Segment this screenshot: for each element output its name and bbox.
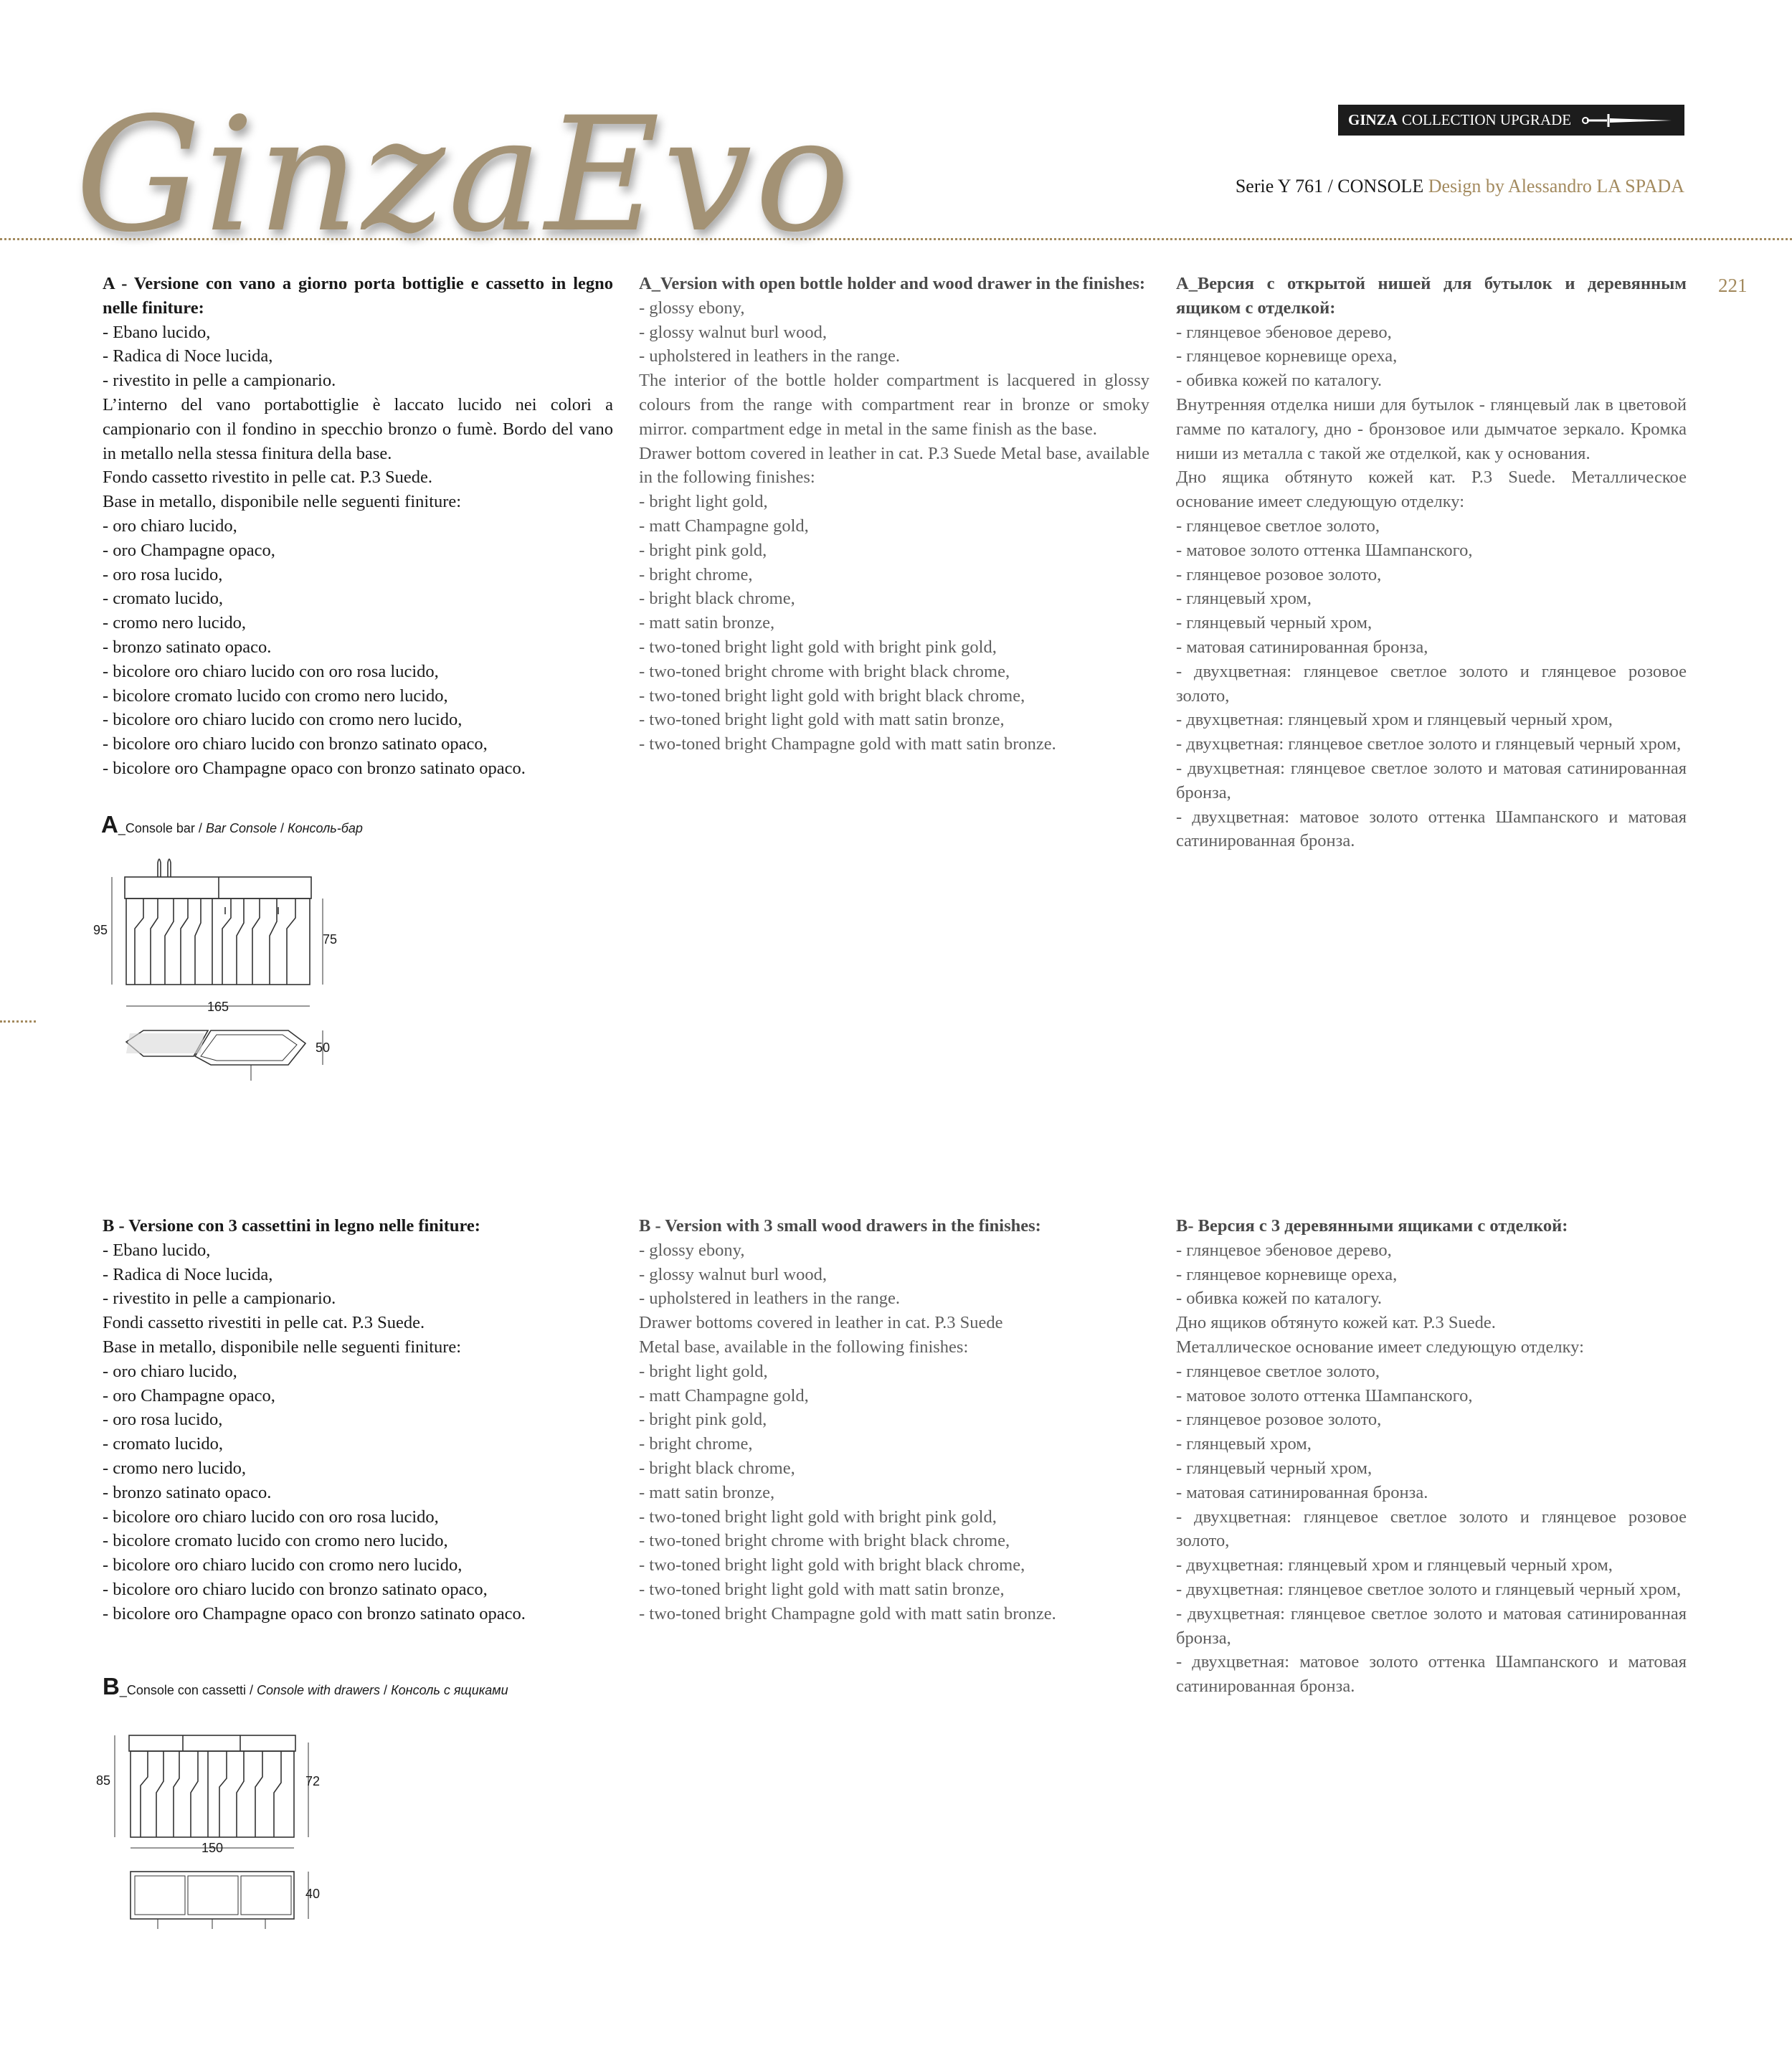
dotted-divider xyxy=(0,238,1792,240)
designer-credit: Design by Alessandro LA SPADA xyxy=(1428,176,1684,196)
text-line: - глянцевое эбеновое дерево, xyxy=(1176,322,1392,342)
text-line: - bicolore oro chiaro lucido con oro rosa lucido, xyxy=(103,1507,439,1527)
text-line: - двухцветная: матовое золото оттенка Шампанского и матовая сатинированная бронза. xyxy=(1176,807,1687,851)
text-line: - oro Champagne opaco, xyxy=(103,540,275,560)
text-line: - oro chiaro lucido, xyxy=(103,1361,237,1381)
text-line: Base in metallo, disponibile nelle seguenti finiture: xyxy=(103,492,462,512)
text-line: Дно ящиков обтянуто кожей кат. P.3 Suede. xyxy=(1176,1313,1496,1333)
text-line: - Ebano lucido, xyxy=(103,1240,211,1260)
text-line: - matt Champagne gold, xyxy=(639,516,809,536)
section-heading: A_Version with open bottle holder and wood drawer in the finishes: xyxy=(639,274,1146,293)
text-line: - матовая сатинированная бронза, xyxy=(1176,637,1428,657)
text-line: - two-toned bright light gold with bright pink gold, xyxy=(639,637,997,657)
text-line: - two-toned bright light gold with bright pink gold, xyxy=(639,1507,997,1527)
text-line: Base in metallo, disponibile nelle seguenti finiture: xyxy=(103,1337,462,1357)
figure-a-dim-inner-height: 75 xyxy=(323,932,338,947)
text-line: - upholstered in leathers in the range. xyxy=(639,1289,900,1309)
text-line: - upholstered in leathers in the range. xyxy=(639,346,900,366)
text-line: - two-toned bright chrome with bright black chrome, xyxy=(639,661,1010,681)
text-line: - двухцветная: глянцевое светлое золото и глянцевый черный хром, xyxy=(1176,734,1682,754)
text-line: - bicolore oro chiaro lucido con cromo nero lucido, xyxy=(103,710,463,730)
text-line: - cromato lucido, xyxy=(103,1434,224,1454)
figure-b-dim-depth: 40 xyxy=(305,1887,321,1901)
text-line: - обивка кожей по каталогу. xyxy=(1176,1289,1383,1309)
text-line: - глянцевый черный хром, xyxy=(1176,613,1373,633)
figure-a-dim-depth: 50 xyxy=(316,1040,331,1055)
sword-icon xyxy=(1581,112,1674,129)
text-line: - bright pink gold, xyxy=(639,1410,767,1430)
figure-a-dim-width: 165 xyxy=(207,1000,229,1014)
figure-a-label-ru: Консоль-бар xyxy=(288,821,363,835)
text-line: - глянцевый хром, xyxy=(1176,589,1312,609)
text-line: Metal base, available in the following finishes: xyxy=(639,1337,969,1357)
text-line: - матовое золото оттенка Шампанского, xyxy=(1176,1385,1473,1405)
text-line: - bicolore oro chiaro lucido con oro rosa lucido, xyxy=(103,661,439,681)
text-line: - глянцевое корневище ореха, xyxy=(1176,1264,1398,1284)
text-line: - двухцветная: глянцевое светлое золото и глянцевое розовое золото, xyxy=(1176,1507,1687,1551)
figure-a-dim-height: 95 xyxy=(93,923,108,937)
text-line: - bronzo satinato opaco. xyxy=(103,1482,272,1502)
text-line: - oro Champagne opaco, xyxy=(103,1385,275,1405)
text-line: Внутренняя отделка ниши для бутылок - глянцевый лак в цветовой гамме по каталогу, дно - бронзовое или дымчатое зеркало. Кромка ниши из металла с такой же отделкой, как у основания. xyxy=(1176,394,1687,463)
text-line: The interior of the bottle holder compartment is lacquered in glossy colours from the range with compartment rear in bronze or smoky mirror. compartment edge in metal in the same finish as the base. xyxy=(639,371,1149,439)
text-line: - two-toned bright Champagne gold with matt satin bronze. xyxy=(639,1603,1056,1623)
text-line: - Ebano lucido, xyxy=(103,322,211,342)
figure-a-drawing xyxy=(93,850,359,1108)
text-line: - matt Champagne gold, xyxy=(639,1385,809,1405)
text-line: - cromo nero lucido, xyxy=(103,1458,247,1478)
text-line: - two-toned bright light gold with bright black chrome, xyxy=(639,1555,1025,1575)
text-line: - глянцевое розовое золото, xyxy=(1176,1410,1382,1430)
figure-a-caption: A_Console bar / Bar Console / Консоль-бар xyxy=(101,811,363,838)
section-heading: A_Версия с открытой нишей для бутылок и деревянным ящиком с отделкой: xyxy=(1176,274,1687,318)
text-line: - глянцевое корневище ореха, xyxy=(1176,346,1398,366)
text-line: - Radica di Noce lucida, xyxy=(103,346,273,366)
text-line: - oro rosa lucido, xyxy=(103,564,223,584)
text-line: - two-toned bright light gold with matt satin bronze, xyxy=(639,710,1005,730)
text-line: - глянцевый хром, xyxy=(1176,1434,1312,1454)
text-line: - двухцветная: глянцевое светлое золото и матовая сатинированная бронза, xyxy=(1176,758,1687,802)
text-line: - bright light gold, xyxy=(639,1361,768,1381)
svg-text:GinzaEvo: GinzaEvo xyxy=(75,83,853,267)
text-line: L’interno del vano portabottiglie è laccato lucido nei colori a campionario con il fondino in specchio bronzo o fumè. Bordo del vano in metallo nella stessa finitura della base. xyxy=(103,394,613,463)
text-line: - bright chrome, xyxy=(639,564,753,584)
text-line: - bronzo satinato opaco. xyxy=(103,637,272,657)
text-line: - Radica di Noce lucida, xyxy=(103,1264,273,1284)
text-line: - глянцевое эбеновое дерево, xyxy=(1176,1240,1392,1260)
figure-b-drawing xyxy=(93,1721,337,1943)
figure-b-dim-inner-height: 72 xyxy=(305,1774,321,1788)
text-line: - bicolore oro chiaro lucido con bronzo satinato opaco, xyxy=(103,1579,488,1599)
collection-upgrade-badge xyxy=(1338,105,1684,136)
figure-b-label-it: Console con cassetti xyxy=(126,1683,246,1697)
text-line: - bright chrome, xyxy=(639,1434,753,1454)
figure-b-dim-width: 150 xyxy=(201,1841,224,1855)
text-line: Fondi cassetto rivestiti in pelle cat. P.3 Suede. xyxy=(103,1313,425,1333)
section-heading: B- Версия с 3 деревянными ящиками с отделкой: xyxy=(1176,1216,1568,1236)
badge-label: COLLECTION UPGRADE xyxy=(1401,111,1572,128)
text-line: - matt satin bronze, xyxy=(639,613,775,633)
text-line: - двухцветная: матовое золото оттенка Шампанского и матовая сатинированная бронза. xyxy=(1176,1652,1687,1697)
figure-b-label-en: Console with drawers xyxy=(256,1683,381,1697)
section-b-russian xyxy=(1176,1214,1687,1699)
side-dotted-mark xyxy=(0,1020,36,1023)
text-line: Дно ящика обтянуто кожей кат. P.3 Suede. Металлическое основание имеет следующую отделку: xyxy=(1176,468,1687,512)
text-line: Drawer bottoms covered in leather in cat. P.3 Suede xyxy=(639,1313,1003,1333)
section-a-italian xyxy=(103,272,613,781)
section-heading: A - Versione con vano a giorno porta bottiglie e cassetto in legno nelle finiture: xyxy=(103,274,613,318)
text-line: - bright light gold, xyxy=(639,492,768,512)
text-line: - glossy walnut burl wood, xyxy=(639,322,827,342)
figure-a-label-it: Console bar xyxy=(125,821,195,835)
text-line: - bright pink gold, xyxy=(639,540,767,560)
series-title xyxy=(1236,176,1684,197)
text-line: - глянцевое розовое золото, xyxy=(1176,564,1382,584)
text-line: - двухцветная: глянцевое светлое золото и глянцевое розовое золото, xyxy=(1176,661,1687,706)
text-line: - матовая сатинированная бронза. xyxy=(1176,1482,1428,1502)
section-heading: B - Version with 3 small wood drawers in the finishes: xyxy=(639,1216,1041,1236)
figure-b-dim-height: 85 xyxy=(95,1773,111,1788)
figure-a-letter: A xyxy=(101,811,118,838)
text-line: - глянцевый черный хром, xyxy=(1176,1458,1373,1478)
text-line: - oro chiaro lucido, xyxy=(103,516,237,536)
text-line: Fondo cassetto rivestito in pelle cat. P.3 Suede. xyxy=(103,468,432,488)
text-line: - matt satin bronze, xyxy=(639,1482,775,1502)
badge-brand: GINZA xyxy=(1348,111,1398,128)
text-line: - bicolore oro chiaro lucido con cromo nero lucido, xyxy=(103,1555,463,1575)
text-line: - двухцветная: глянцевый хром и глянцевый черный хром, xyxy=(1176,710,1613,730)
text-line: - глянцевое светлое золото, xyxy=(1176,1361,1380,1381)
section-b-english xyxy=(639,1214,1149,1626)
text-line: - bicolore cromato lucido con cromo nero lucido, xyxy=(103,686,448,706)
page-number: 221 xyxy=(1718,275,1748,296)
figure-b-letter: B xyxy=(103,1673,120,1699)
text-line: - rivestito in pelle a campionario. xyxy=(103,1289,336,1309)
text-line: - glossy walnut burl wood, xyxy=(639,1264,827,1284)
figure-a-label-en: Bar Console xyxy=(205,821,277,835)
text-line: - two-toned bright light gold with matt satin bronze, xyxy=(639,1579,1005,1599)
text-line: - bicolore oro chiaro lucido con bronzo satinato opaco, xyxy=(103,734,488,754)
text-line: - two-toned bright chrome with bright black chrome, xyxy=(639,1531,1010,1551)
figure-b-label-ru: Консоль с ящиками xyxy=(391,1683,508,1697)
text-line: Металлическое основание имеет следующую отделку: xyxy=(1176,1337,1584,1357)
series-name: Serie Y 761 / CONSOLE xyxy=(1235,176,1424,196)
text-line: - glossy ebony, xyxy=(639,298,745,318)
text-line: - обивка кожей по каталогу. xyxy=(1176,371,1383,391)
text-line: - glossy ebony, xyxy=(639,1240,745,1260)
figure-b-caption: B_Console con cassetti / Console with drawers / Консоль с ящиками xyxy=(103,1673,508,1699)
text-line: - bright black chrome, xyxy=(639,1458,795,1478)
section-heading: B - Versione con 3 cassettini in legno nelle finiture: xyxy=(103,1216,480,1236)
section-b-italian xyxy=(103,1214,613,1626)
text-line: - bicolore oro Champagne opaco con bronzo satinato opaco. xyxy=(103,1603,526,1623)
text-line: - двухцветная: глянцевое светлое золото и матовая сатинированная бронза, xyxy=(1176,1603,1687,1648)
text-line: - cromato lucido, xyxy=(103,589,224,609)
text-line: - bright black chrome, xyxy=(639,589,795,609)
text-line: - двухцветная: глянцевый хром и глянцевый черный хром, xyxy=(1176,1555,1613,1575)
section-a-english xyxy=(639,272,1149,757)
text-line: - глянцевое светлое золото, xyxy=(1176,516,1380,536)
text-line: - cromo nero lucido, xyxy=(103,613,247,633)
text-line: - двухцветная: глянцевое светлое золото и глянцевый черный хром, xyxy=(1176,1579,1682,1599)
text-line: - two-toned bright light gold with bright black chrome, xyxy=(639,686,1025,706)
text-line: Drawer bottom covered in leather in cat. P.3 Suede Metal base, available in the following finishes: xyxy=(639,443,1149,488)
text-line: - rivestito in pelle a campionario. xyxy=(103,371,336,391)
text-line: - bicolore oro Champagne opaco con bronzo satinato opaco. xyxy=(103,758,526,778)
text-line: - two-toned bright Champagne gold with matt satin bronze. xyxy=(639,734,1056,754)
ginza-evo-logo xyxy=(68,83,853,280)
text-line: - матовое золото оттенка Шампанского, xyxy=(1176,540,1473,560)
text-line: - oro rosa lucido, xyxy=(103,1410,223,1430)
text-line: - bicolore cromato lucido con cromo nero lucido, xyxy=(103,1531,448,1551)
section-a-russian xyxy=(1176,272,1687,853)
